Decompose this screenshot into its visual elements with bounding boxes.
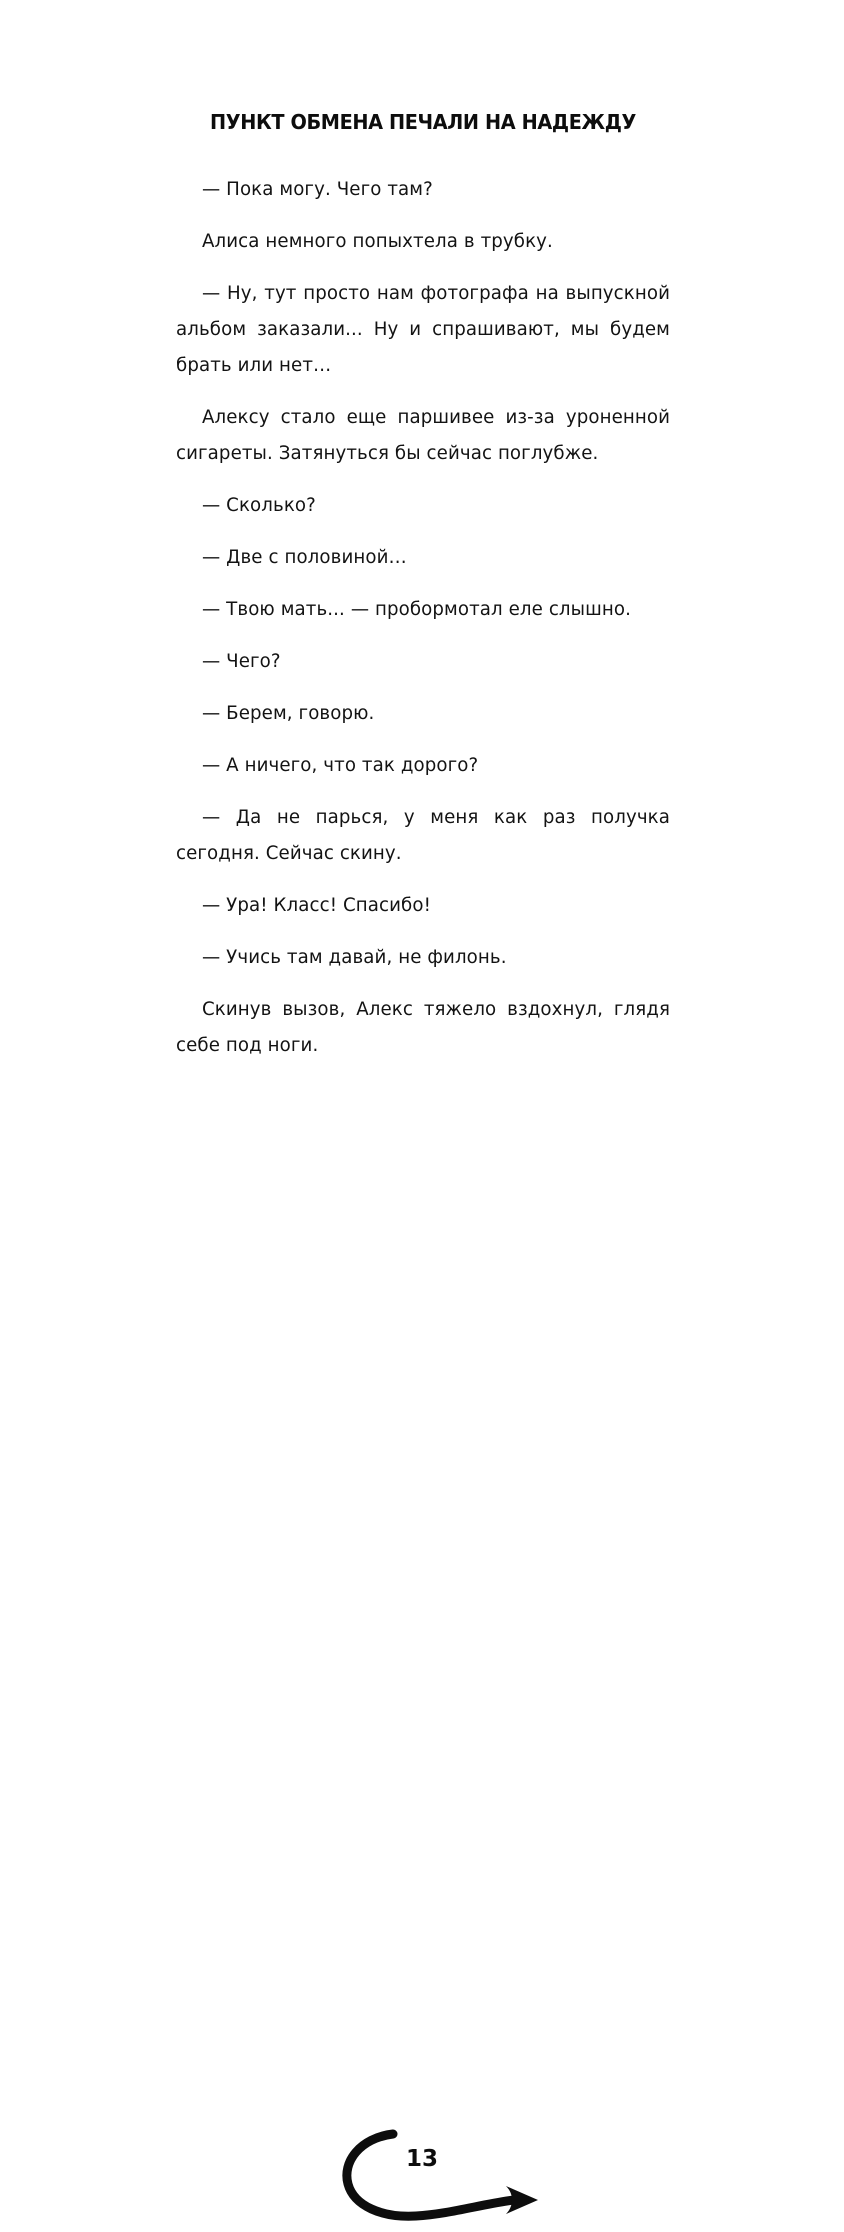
paragraph-2: Алиса немного попыхтела в трубку. xyxy=(202,231,553,252)
paragraph-13: — Учись там давай, не филонь. xyxy=(202,947,507,968)
paragraph-11: — Да не парься, у меня как раз получка сегодня. Сейчас скину. xyxy=(176,807,670,864)
chapter-title: ПУНКТ ОБМЕНА ПЕЧАЛИ НА НАДЕЖДУ xyxy=(210,110,636,134)
paragraph-4: Алексу стало еще паршивее из-за уроненной сигареты. Затянуться бы сейчас поглубже. xyxy=(176,407,670,464)
page-content xyxy=(176,110,670,1080)
paragraph-1: — Пока могу. Чего там? xyxy=(202,179,433,200)
page-number: 13 xyxy=(405,2146,438,2172)
swirl-arrow-ornament-icon xyxy=(338,2128,558,2232)
paragraph-6: — Две с половиной… xyxy=(202,547,407,568)
paragraph-5: — Сколько? xyxy=(202,495,316,516)
paragraph-7: — Твою мать... — пробормотал еле слышно. xyxy=(202,599,631,620)
paragraph-14: Скинув вызов, Алекс тяжело вздохнул, глядя себе под ноги. xyxy=(176,999,670,1056)
paragraph-9: — Берем, говорю. xyxy=(202,703,375,724)
page-footer xyxy=(0,1060,844,2172)
paragraph-3: — Ну, тут просто нам фотографа на выпускной альбом заказали... Ну и спрашивают, мы будем брать или нет… xyxy=(176,283,670,376)
paragraph-8: — Чего? xyxy=(202,651,281,672)
paragraph-12: — Ура! Класс! Спасибо! xyxy=(202,895,431,916)
paragraph-10: — А ничего, что так дорого? xyxy=(202,755,479,776)
